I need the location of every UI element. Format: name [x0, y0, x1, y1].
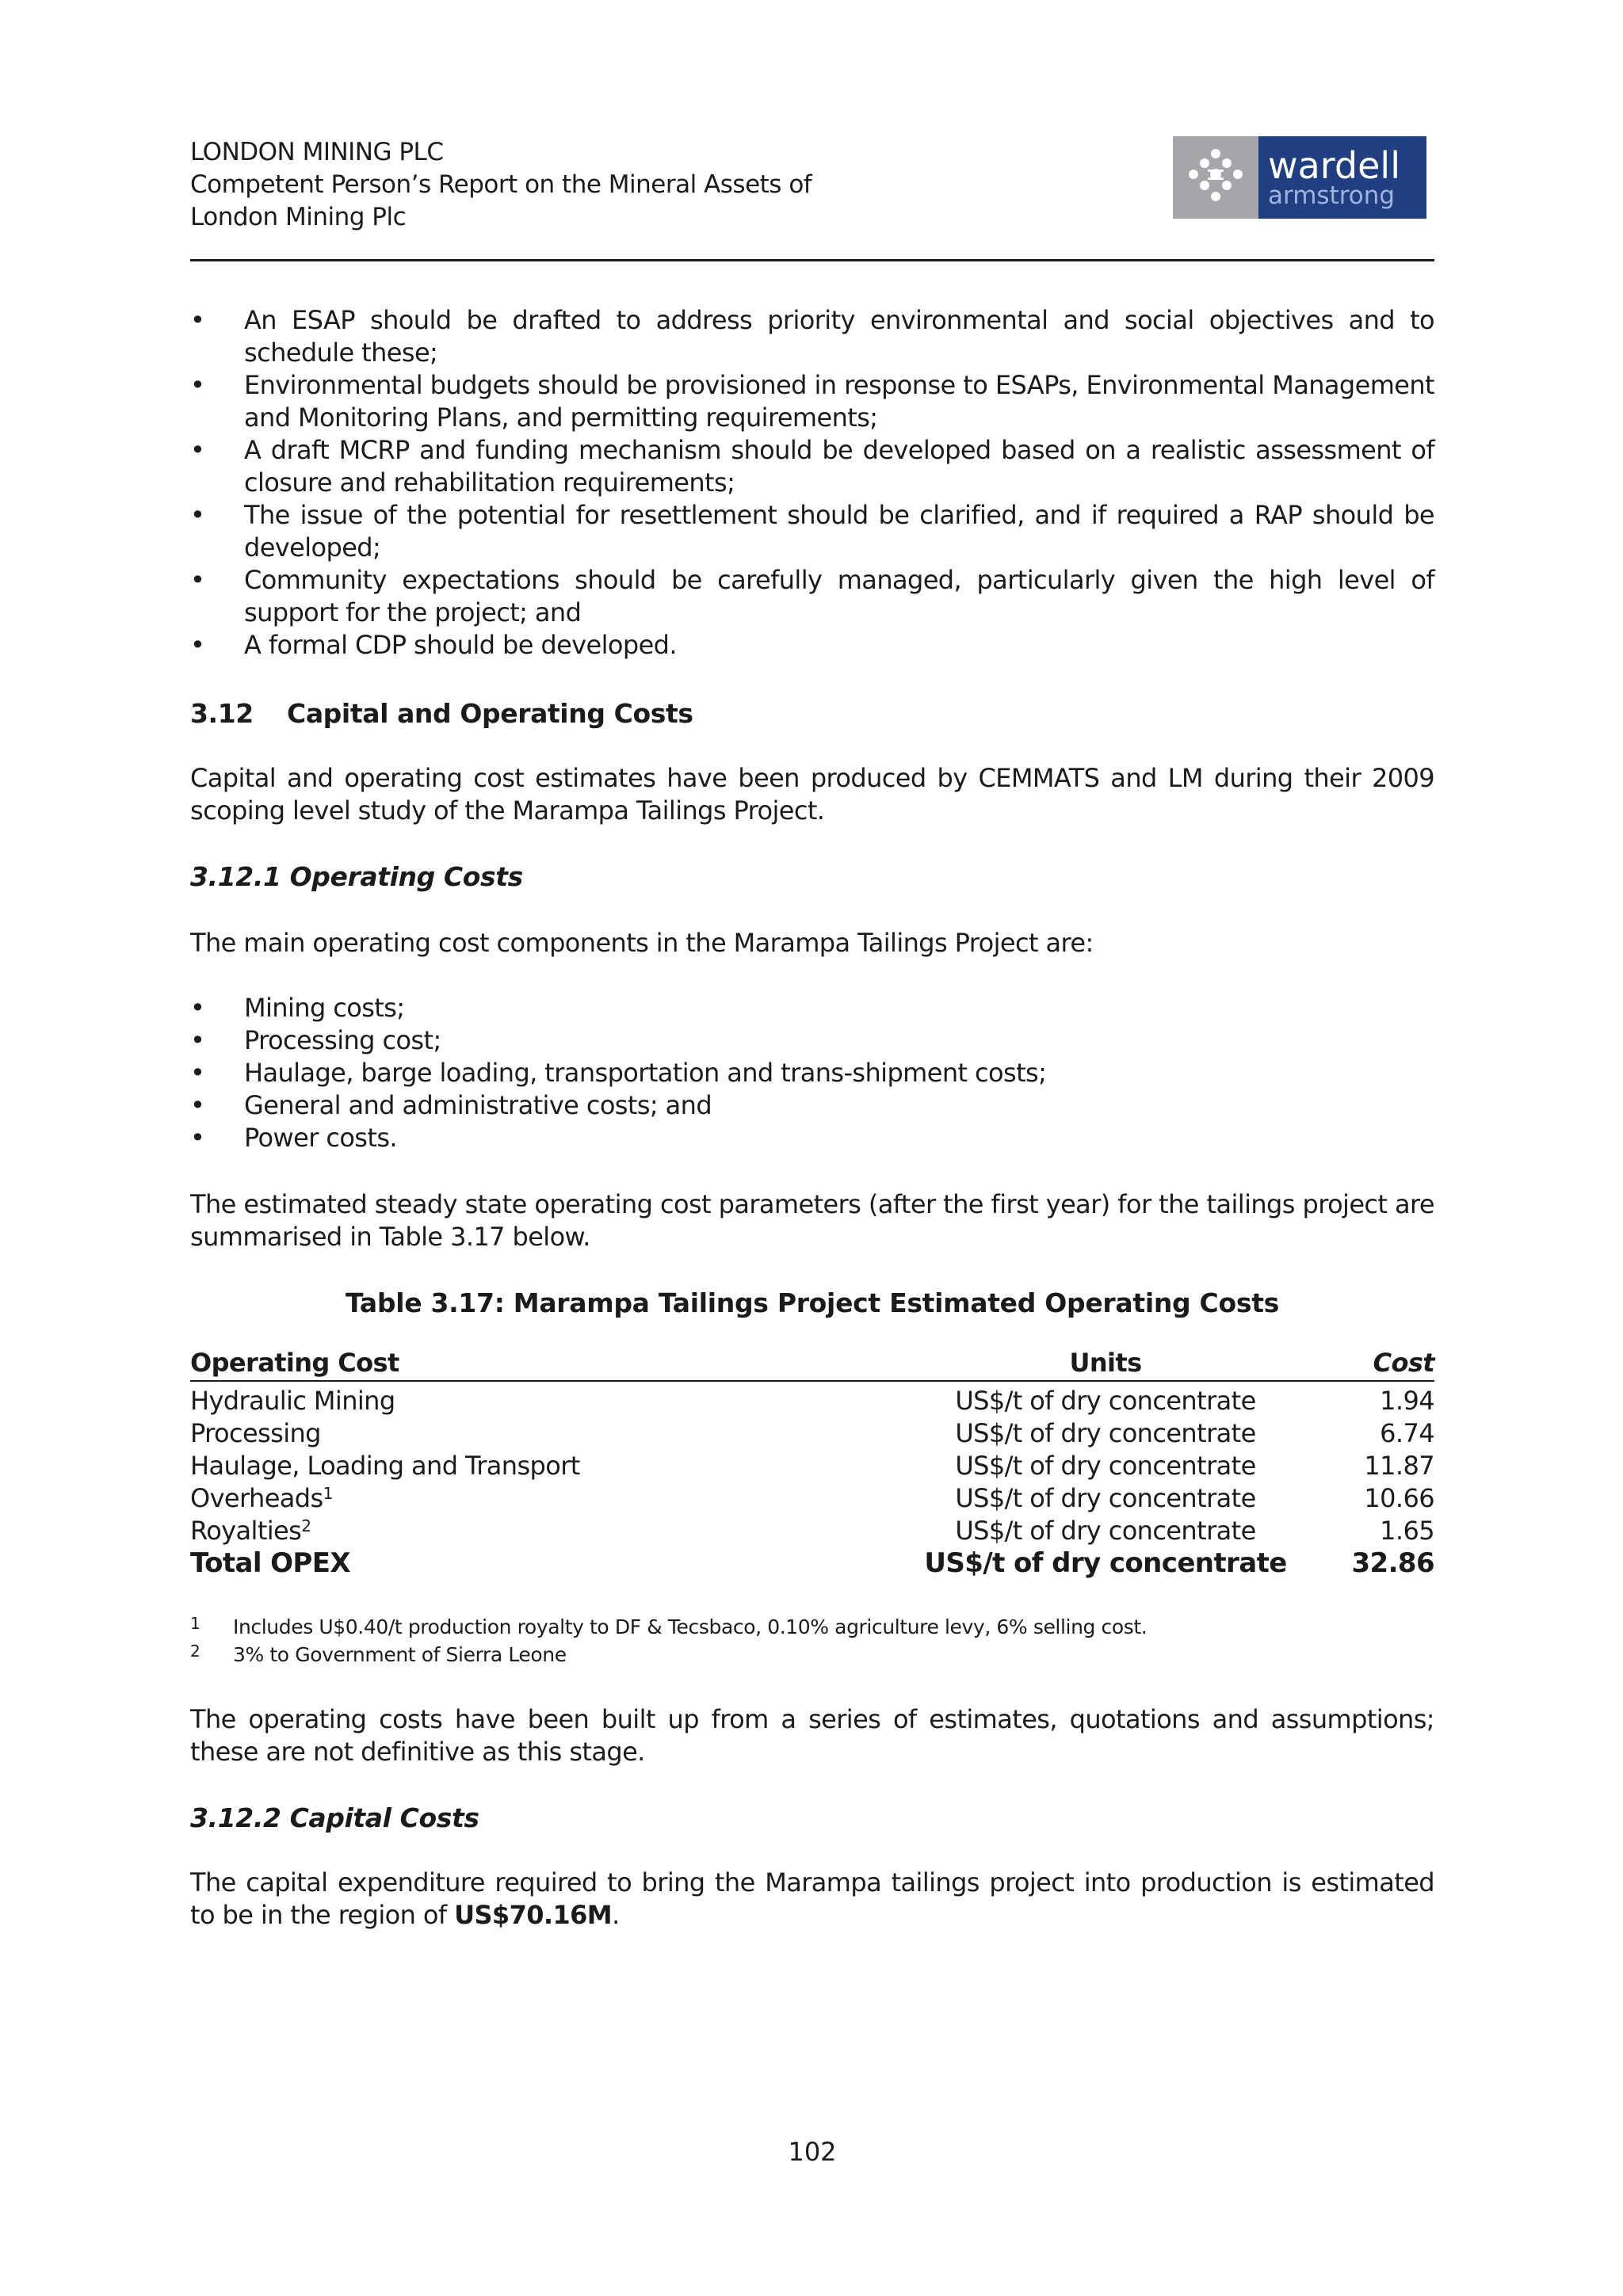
logo-mark-icon [1173, 136, 1258, 219]
header-report-subject: London Mining Plc [190, 203, 407, 231]
header-units: Units [1069, 1348, 1142, 1378]
row-units: US$/t of dry concentrate [955, 1418, 1256, 1448]
footnote-text: Includes U$0.40/t production royalty to DF & Tecsbaco, 0.10% agriculture levy, 6% selling cost. [233, 1615, 1148, 1638]
row-units: US$/t of dry concentrate [955, 1516, 1256, 1546]
wardell-armstrong-logo [1173, 136, 1426, 219]
footnote-marker: 2 [301, 1516, 311, 1535]
table-row [190, 1450, 1434, 1482]
row-item: Royalties$^2$ [190, 1516, 311, 1546]
header-cost: Cost [1373, 1348, 1434, 1378]
footnote-number: 2 [190, 1642, 200, 1661]
operating-costs-heading: 3.12.1 Operating Costs [190, 861, 523, 892]
table-title: Table 3.17: Marampa Tailings Project Estimated Operating Costs [345, 1287, 1280, 1318]
footnote [190, 1613, 1147, 1641]
header-text [190, 136, 812, 234]
list-item: • Processing cost; [190, 1024, 1434, 1057]
intro-bullet-list-container [190, 304, 1434, 662]
section-title: Capital and Operating Costs [287, 698, 693, 729]
list-item: • An ESAP should be drafted to address priority environmental and social objectives and to schedule these; [190, 304, 1434, 369]
capital-costs-heading: 3.12.2 Capital Costs [190, 1802, 479, 1833]
table-row [190, 1417, 1434, 1450]
intro-bullet-list [190, 304, 1434, 662]
table-total-row [190, 1547, 1434, 1580]
capital-amount: US$70.16M [454, 1900, 613, 1930]
row-item: Haulage, Loading and Transport [190, 1451, 580, 1481]
footnote-number: 1 [190, 1614, 200, 1633]
table-row [190, 1482, 1434, 1515]
header-operating-cost: Operating Cost [190, 1348, 399, 1378]
row-units: US$/t of dry concentrate [955, 1386, 1256, 1416]
operating-cost-table [190, 1345, 1434, 1580]
row-units: US$/t of dry concentrate [955, 1451, 1256, 1481]
row-item: Hydraulic Mining [190, 1386, 395, 1416]
operating-intro: The main operating cost components in the Marampa Tailings Project are: [190, 928, 1094, 958]
section-number: 3.12 [190, 698, 254, 729]
row-cost: 6.74 [1380, 1418, 1434, 1448]
section-heading [190, 697, 693, 730]
page-number: 102 [788, 2137, 837, 2167]
section-paragraph: Capital and operating cost estimates have been produced by CEMMATS and LM during their 2009 scoping level study of the Marampa Tailings Project. [190, 763, 1434, 826]
total-cost: 32.86 [1351, 1547, 1434, 1579]
footnote-text: 3% to Government of Sierra Leone [233, 1643, 567, 1666]
after-table-paragraph: The operating costs have been built up from a series of estimates, quotations and assumptions; these are not definitive as this stage. [190, 1704, 1434, 1767]
table-row [190, 1515, 1434, 1547]
list-item: • Environmental budgets should be provisioned in response to ESAPs, Environmental Management and Monitoring Plans, and permitting requirements; [190, 369, 1434, 434]
logo-word-wardell: wardell [1268, 144, 1400, 187]
document-page [190, 0, 1434, 2296]
list-item: • General and administrative costs; and [190, 1089, 1434, 1122]
list-item: • Community expectations should be carefully managed, particularly given the high level of support for the project; and [190, 564, 1434, 629]
logo-wordmark [1258, 136, 1426, 219]
list-item: • A formal CDP should be developed. [190, 629, 1434, 662]
operating-summary: The estimated steady state operating cost parameters (after the first year) for the tailings project are summarised in Table 3.17 below. [190, 1189, 1434, 1252]
footnote [190, 1641, 1147, 1669]
page-header [190, 136, 1434, 263]
total-label: Total OPEX [190, 1547, 350, 1579]
header-company: LONDON MINING PLC [190, 138, 444, 166]
capital-paragraph: The capital expenditure required to bring the Marampa tailings project into production is estimated to be in the region of US$70.16M. [190, 1867, 1434, 1930]
operating-bullet-list-container [190, 992, 1434, 1154]
row-cost: 1.94 [1380, 1386, 1434, 1416]
header-divider [190, 259, 1434, 261]
list-item: • Haulage, barge loading, transportation and trans-shipment costs; [190, 1057, 1434, 1089]
list-item: • Power costs. [190, 1122, 1434, 1154]
table-header-row [190, 1345, 1434, 1382]
header-report-title: Competent Person’s Report on the Mineral Assets of [190, 170, 812, 199]
row-cost: 10.66 [1364, 1483, 1434, 1513]
row-units: US$/t of dry concentrate [955, 1483, 1256, 1513]
row-item: Overheads$^1$ [190, 1483, 333, 1513]
logo-word-armstrong: armstrong [1268, 181, 1396, 210]
footnote-marker: 1 [323, 1484, 333, 1503]
list-item: • Mining costs; [190, 992, 1434, 1024]
operating-bullet-list [190, 992, 1434, 1154]
list-item: • A draft MCRP and funding mechanism should be developed based on a realistic assessment of closure and rehabilitation requirements; [190, 434, 1434, 499]
list-item: • The issue of the potential for resettlement should be clarified, and if required a RAP should be developed; [190, 499, 1434, 564]
table-footnotes [190, 1613, 1147, 1669]
total-units: US$/t of dry concentrate [924, 1547, 1287, 1579]
row-cost: 11.87 [1364, 1451, 1434, 1481]
row-cost: 1.65 [1380, 1516, 1434, 1546]
table-row [190, 1385, 1434, 1417]
row-item: Processing [190, 1418, 321, 1448]
